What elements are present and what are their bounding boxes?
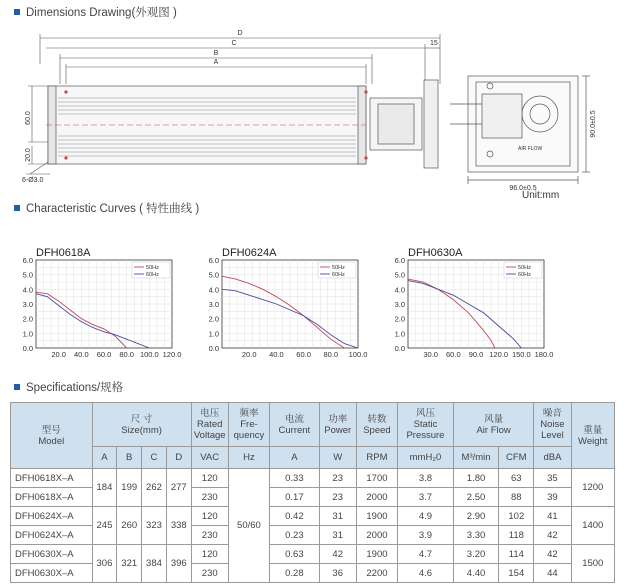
header-airflow: 风量 Air Flow (453, 403, 534, 447)
unit-label: Unit:mm (522, 190, 560, 201)
cell-size-c: 262 (142, 469, 167, 507)
cell-weight: 1200 (571, 469, 614, 507)
cell-size-a: 306 (92, 545, 117, 583)
y-tick-label: 4.0 (208, 285, 219, 295)
x-tick-label: 180.0 (534, 350, 554, 359)
cell-speed: 1700 (356, 469, 397, 488)
cell-power: 42 (319, 545, 356, 564)
specifications-table (10, 402, 615, 583)
y-tick-label: 2.0 (208, 314, 219, 324)
unit-A: A (92, 447, 117, 469)
cell-size-d: 277 (166, 469, 191, 507)
cell-power: 36 (319, 564, 356, 583)
header-frequency: 频率 Fre- quency (228, 403, 269, 447)
x-tick-label: 60.0 (96, 350, 112, 359)
unit-current: A (270, 447, 320, 469)
header-current: 电流 Current (270, 403, 320, 447)
cell-airflow-cfm: 118 (499, 526, 534, 545)
y-tick-label: 5.0 (22, 270, 33, 280)
section-title: Dimensions Drawing(外观图 ) (26, 7, 177, 19)
cell-airflow-cfm: 102 (499, 507, 534, 526)
unit-C: C (142, 447, 167, 469)
curve-chart-dfh0630a (386, 232, 556, 362)
cell-model: DFH0618X–A (11, 488, 93, 507)
y-tick-label: 4.0 (394, 285, 405, 295)
table-row (11, 545, 615, 564)
cell-model: DFH0630X–A (11, 564, 93, 583)
cell-model: DFH0630X–A (11, 545, 93, 564)
cell-speed: 2000 (356, 488, 397, 507)
unit-voltage: VAC (191, 447, 228, 469)
cell-pressure: 4.6 (398, 564, 454, 583)
cell-airflow-cfm: 63 (499, 469, 534, 488)
cell-weight: 1500 (571, 545, 614, 583)
y-tick-label: 3.0 (22, 300, 33, 309)
cell-model: DFH0624X–A (11, 526, 93, 545)
cell-speed: 1900 (356, 545, 397, 564)
cell-pressure: 3.7 (398, 488, 454, 507)
x-tick-label: 120.0 (489, 350, 509, 359)
legend-label: 50Hz (518, 265, 531, 272)
curve-chart-dfh0624a (200, 246, 370, 362)
cell-size-c: 384 (142, 545, 167, 583)
x-tick-label: 90.0 (468, 350, 484, 359)
cell-size-a: 184 (92, 469, 117, 507)
header-power: 功率 Power (319, 403, 356, 447)
table-header-row (11, 403, 615, 447)
chart-title: DFH0618A (36, 247, 91, 259)
cell-airflow-m3: 1.80 (453, 469, 498, 488)
y-tick-label: 3.0 (394, 300, 405, 309)
x-tick-label: 20.0 (51, 350, 66, 359)
unit-noise: dBA (534, 447, 571, 469)
cell-pressure: 4.9 (398, 507, 454, 526)
header-pressure: 风压 Static Pressure (398, 403, 454, 447)
chart-title: DFH0624A (222, 247, 277, 259)
cell-noise: 42 (534, 526, 571, 545)
end-view (450, 76, 590, 184)
curve-chart-dfh0618a (14, 246, 184, 362)
dim-label-a: A (213, 59, 219, 66)
x-tick-label: 30.0 (423, 350, 438, 359)
y-tick-label: 0.0 (208, 344, 219, 353)
y-tick-label: 6.0 (394, 256, 405, 265)
cell-power: 23 (319, 488, 356, 507)
x-tick-label: 20.0 (241, 350, 257, 359)
cell-pressure: 3.9 (398, 526, 454, 545)
legend-label: 50Hz (146, 265, 159, 272)
x-tick-label: 100.0 (139, 350, 159, 359)
unit-pressure: mmH₂0 (398, 447, 454, 469)
section-title: Specifications/规格 (26, 382, 124, 394)
x-tick-label: 100.0 (348, 350, 368, 359)
end-view-height: 90.0±0.5 (590, 110, 597, 138)
y-tick-label: 1.0 (208, 329, 219, 339)
section-bullet-icon (14, 9, 20, 15)
table-row (11, 507, 615, 526)
cell-airflow-m3: 2.50 (453, 488, 498, 507)
cell-power: 31 (319, 507, 356, 526)
unit-airflow-cfm: CFM (499, 447, 534, 469)
x-tick-label: 150.0 (511, 350, 531, 359)
cell-current: 0.42 (270, 507, 320, 526)
header-weight: 重量 Weight (571, 403, 614, 469)
cell-speed: 1900 (356, 507, 397, 526)
cell-airflow-cfm: 154 (499, 564, 534, 583)
cell-model: DFH0624X–A (11, 507, 93, 526)
cell-airflow-m3: 2.90 (453, 507, 498, 526)
cell-airflow-m3: 4.40 (453, 564, 498, 583)
y-tick-label: 6.0 (22, 256, 33, 265)
legend-label: 60Hz (332, 272, 345, 279)
cell-voltage: 230 (191, 526, 228, 545)
dim-label-offset: 15 (430, 40, 438, 47)
header-size: 尺 寸 Size(mm) (92, 403, 191, 447)
x-tick-label: 40.0 (269, 350, 284, 359)
cell-speed: 2200 (356, 564, 397, 583)
dim-label-60: 60.0 (25, 111, 32, 125)
dimensions-drawing (20, 24, 597, 192)
legend-label: 60Hz (518, 272, 531, 279)
y-tick-label: 1.0 (394, 329, 405, 339)
dim-label-b: B (213, 50, 219, 57)
cell-current: 0.63 (270, 545, 320, 564)
cell-frequency: 50/60 (228, 469, 269, 583)
dim-label-c: C (231, 40, 237, 47)
legend-label: 60Hz (146, 272, 159, 279)
cell-noise: 35 (534, 469, 571, 488)
holes-label: 6-Ø3.0 (22, 177, 44, 184)
y-tick-label: 5.0 (394, 270, 405, 280)
header-voltage: 电压 Rated Voltage (191, 403, 228, 447)
cell-voltage: 120 (191, 469, 228, 488)
y-tick-label: 2.0 (394, 314, 405, 324)
cell-pressure: 4.7 (398, 545, 454, 564)
cell-noise: 42 (534, 545, 571, 564)
section-header-specs (14, 379, 123, 395)
y-tick-label: 4.0 (22, 285, 33, 295)
air-flow-label: AIR FLOW (518, 146, 543, 152)
section-header-dimensions (14, 4, 177, 20)
cell-power: 31 (319, 526, 356, 545)
y-tick-label: 5.0 (208, 270, 219, 280)
legend-label: 50Hz (332, 265, 345, 272)
y-tick-label: 6.0 (208, 256, 219, 265)
cell-current: 0.28 (270, 564, 320, 583)
table-units-row (11, 447, 615, 469)
dim-label-d: D (237, 30, 243, 37)
cell-model: DFH0618X–A (11, 469, 93, 488)
cell-current: 0.23 (270, 526, 320, 545)
x-tick-label: 80.0 (323, 350, 339, 359)
cell-airflow-m3: 3.20 (453, 545, 498, 564)
header-model: 型号 Model (11, 403, 93, 469)
cell-size-c: 323 (142, 507, 167, 545)
cell-size-a: 245 (92, 507, 117, 545)
y-tick-label: 0.0 (22, 344, 33, 353)
dim-label-20: 20.0 (25, 148, 32, 162)
y-tick-label: 1.0 (22, 329, 33, 339)
cell-noise: 39 (534, 488, 571, 507)
unit-B: B (117, 447, 142, 469)
cell-size-b: 199 (117, 469, 142, 507)
y-tick-label: 2.0 (22, 314, 33, 324)
cell-size-b: 321 (117, 545, 142, 583)
cell-voltage: 230 (191, 488, 228, 507)
cell-size-b: 260 (117, 507, 142, 545)
chart-title: DFH0630A (408, 247, 463, 259)
cell-weight: 1400 (571, 507, 614, 545)
table-row (11, 469, 615, 488)
x-tick-label: 80.0 (119, 350, 134, 359)
cell-airflow-m3: 3.30 (453, 526, 498, 545)
cell-voltage: 120 (191, 507, 228, 526)
y-tick-label: 3.0 (208, 300, 219, 309)
cell-airflow-cfm: 88 (499, 488, 534, 507)
x-tick-label: 60.0 (296, 350, 311, 359)
cell-speed: 2000 (356, 526, 397, 545)
section-header-curves (14, 200, 199, 216)
cell-voltage: 120 (191, 545, 228, 564)
section-bullet-icon (14, 384, 20, 390)
unit-frequency: Hz (228, 447, 269, 469)
cell-current: 0.17 (270, 488, 320, 507)
section-bullet-icon (14, 205, 20, 211)
cell-noise: 44 (534, 564, 571, 583)
cell-power: 23 (319, 469, 356, 488)
unit-speed: RPM (356, 447, 397, 469)
cell-airflow-cfm: 114 (499, 545, 534, 564)
cell-noise: 41 (534, 507, 571, 526)
cell-current: 0.33 (270, 469, 320, 488)
section-title: Characteristic Curves ( 特性曲线 ) (26, 203, 200, 215)
end-view-width: 96.0±0.5 (509, 185, 537, 192)
unit-D: D (166, 447, 191, 469)
cell-voltage: 230 (191, 564, 228, 583)
y-tick-label: 0.0 (394, 344, 405, 353)
unit-airflow-m: M³/min (453, 447, 498, 469)
header-noise: 噪音 Noise Level (534, 403, 571, 447)
unit-power: W (319, 447, 356, 469)
cell-pressure: 3.8 (398, 469, 454, 488)
x-tick-label: 60.0 (446, 350, 461, 359)
cell-size-d: 396 (166, 545, 191, 583)
cell-size-d: 338 (166, 507, 191, 545)
x-tick-label: 40.0 (74, 350, 89, 359)
header-speed: 转数 Speed (356, 403, 397, 447)
x-tick-label: 120.0 (162, 350, 182, 359)
